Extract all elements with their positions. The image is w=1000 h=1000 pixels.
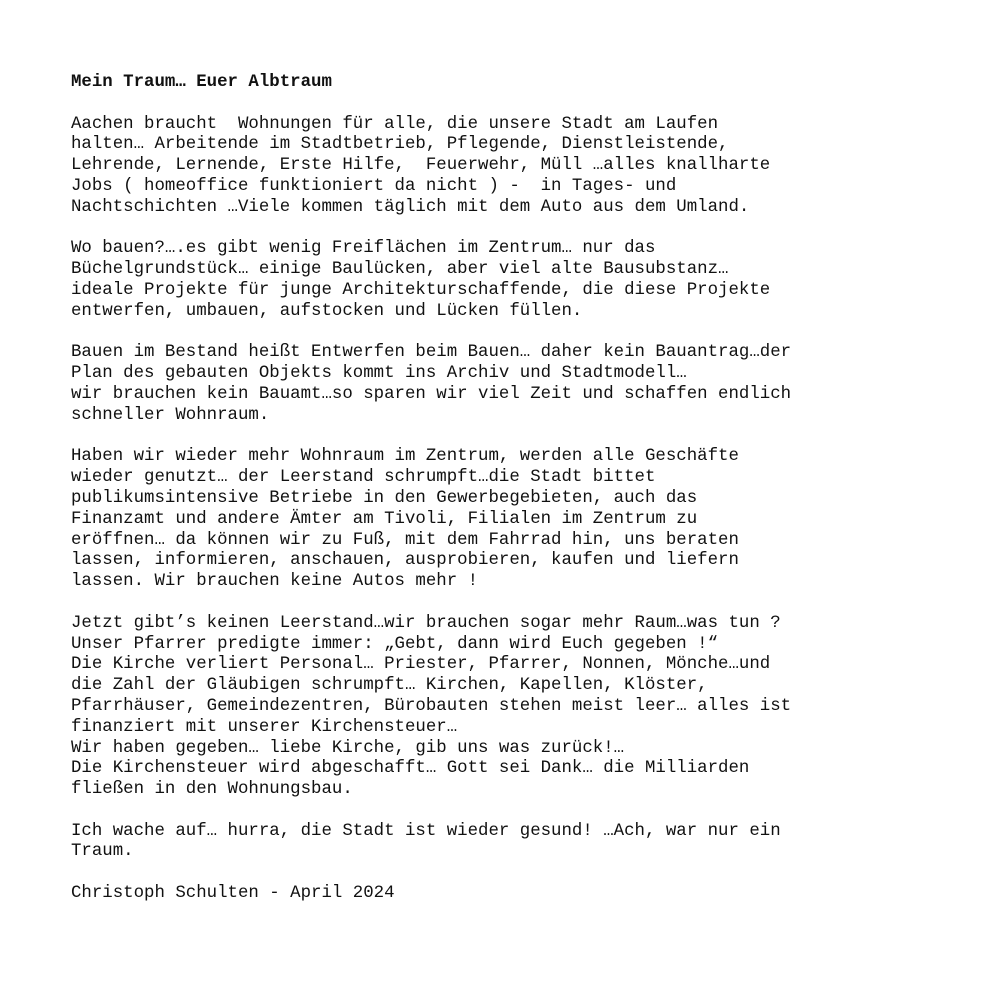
text-line: Nachtschichten …Viele kommen täglich mit dem Auto aus dem Umland. [71, 197, 750, 217]
text-line: fließen in den Wohnungsbau. [71, 780, 353, 800]
text-line: Traum. [71, 842, 134, 862]
text-line: schneller Wohnraum. [71, 405, 270, 425]
text-line: entwerfen, umbauen, aufstocken und Lücken füllen. [71, 301, 583, 321]
text-line: Finanzamt und andere Ämter am Tivoli, Filialen im Zentrum zu [71, 509, 698, 529]
text-line: Haben wir wieder mehr Wohnraum im Zentrum, werden alle Geschäfte [71, 447, 739, 467]
text-line: ideale Projekte für junge Architekturschaffende, die diese Projekte [71, 280, 771, 300]
text-line: Aachen braucht Wohnungen für alle, die unsere Stadt am Laufen [71, 114, 719, 134]
paragraph [71, 822, 971, 864]
text-line: Bauen im Bestand heißt Entwerfen beim Bauen… daher kein Bauantrag…der [71, 343, 792, 363]
text-line: Wo bauen?….es gibt wenig Freiflächen im Zentrum… nur das [71, 239, 656, 259]
text-line: die Zahl der Gläubigen schrumpft… Kirchen, Kapellen, Klöster, [71, 676, 708, 696]
text-line: Jetzt gibt’s keinen Leerstand…wir brauchen sogar mehr Raum…was tun ? [71, 613, 781, 633]
text-line: Büchelgrundstück… einige Baulücken, aber viel alte Bausubstanz… [71, 260, 729, 280]
text-line: Die Kirchensteuer wird abgeschafft… Gott sei Dank… die Milliarden [71, 759, 750, 779]
text-line: lassen. Wir brauchen keine Autos mehr ! [71, 572, 479, 592]
text-line: wieder genutzt… der Leerstand schrumpft…die Stadt bittet [71, 468, 656, 488]
paragraph [71, 614, 971, 801]
paragraph [71, 239, 971, 322]
document [71, 73, 971, 905]
text-line: halten… Arbeitende im Stadtbetrieb, Pflegende, Dienstleistende, [71, 135, 729, 155]
signature: Christoph Schulten - April 2024 [71, 884, 395, 904]
paragraph [71, 447, 971, 593]
text-line: Lehrende, Lernende, Erste Hilfe, Feuerwehr, Müll …alles knallharte [71, 156, 771, 176]
text-line: Pfarrhäuser, Gemeindezentren, Bürobauten stehen meist leer… alles ist [71, 696, 792, 716]
text-line: Plan des gebauten Objekts kommt ins Archiv und Stadtmodell… [71, 364, 687, 384]
paragraph [71, 115, 971, 219]
text-line: Wir haben gegeben… liebe Kirche, gib uns was zurück!… [71, 738, 625, 758]
text-line: Ich wache auf… hurra, die Stadt ist wieder gesund! …Ach, war nur ein [71, 821, 781, 841]
text-line: wir brauchen kein Bauamt…so sparen wir viel Zeit und schaffen endlich [71, 384, 792, 404]
document-title: Mein Traum… Euer Albtraum [71, 73, 332, 92]
text-line: publikumsintensive Betriebe in den Gewerbegebieten, auch das [71, 488, 698, 508]
text-line: Jobs ( homeoffice funktioniert da nicht ) - in Tages- und [71, 176, 677, 196]
document-body [71, 115, 971, 864]
text-line: eröffnen… da können wir zu Fuß, mit dem Fahrrad hin, uns beraten [71, 530, 739, 550]
text-line: finanziert mit unserer Kirchensteuer… [71, 717, 458, 737]
text-line: lassen, informieren, anschauen, ausprobieren, kaufen und liefern [71, 551, 739, 571]
paragraph [71, 343, 971, 426]
text-line: Die Kirche verliert Personal… Priester, Pfarrer, Nonnen, Mönche…und [71, 655, 771, 675]
text-line: Unser Pfarrer predigte immer: „Gebt, dann wird Euch gegeben !“ [71, 634, 719, 654]
